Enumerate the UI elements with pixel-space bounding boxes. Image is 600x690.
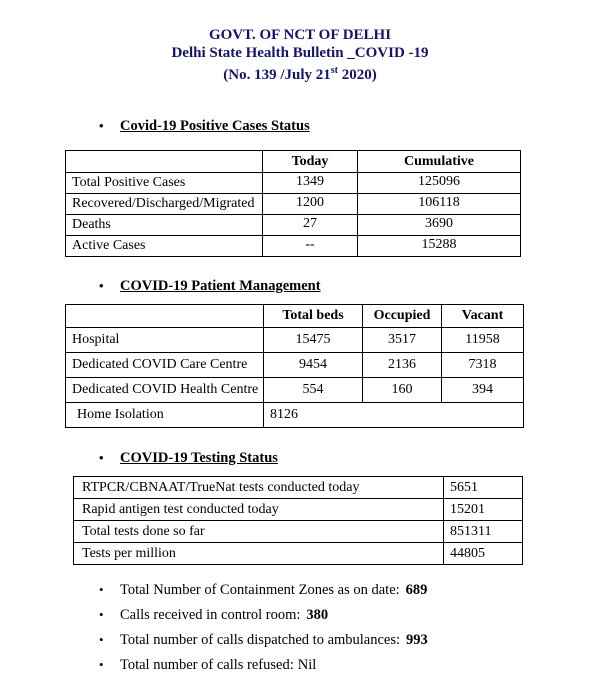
header-line-issue	[0, 62, 600, 84]
row-label: Tests per million	[74, 543, 444, 565]
home-isolation-value: 8126	[264, 403, 524, 428]
row-label: Rapid antigen test conducted today	[74, 499, 444, 521]
issue-ordinal-suffix: st	[330, 65, 338, 76]
total-beds-value: 9454	[264, 353, 363, 378]
note-value: 380	[306, 607, 329, 623]
row-label: Home Isolation	[66, 403, 264, 428]
note-calls-received	[99, 607, 600, 623]
table-row	[74, 543, 523, 565]
section-title: COVID-19 Patient Management	[120, 278, 321, 294]
issue-prefix: (No. 139 /July 21	[223, 67, 331, 83]
note-calls-refused	[99, 657, 600, 673]
note-text: Total number of calls refused:	[120, 657, 294, 673]
note-value: Nil	[297, 657, 317, 673]
document-header	[0, 26, 600, 84]
positive-cases-table	[65, 150, 521, 257]
row-label: RTPCR/CBNAAT/TrueNat tests conducted today	[74, 477, 444, 499]
section-heading-testing-status	[99, 448, 600, 468]
bullet-icon: •	[99, 657, 104, 672]
table-row	[66, 236, 521, 257]
row-value: 851311	[444, 521, 523, 543]
table-row	[66, 215, 521, 236]
cumulative-value: 106118	[358, 194, 521, 215]
row-label: Deaths	[66, 215, 263, 236]
home-isolation-row	[66, 403, 524, 428]
section-title: Covid-19 Positive Cases Status	[120, 118, 310, 134]
row-label: Active Cases	[66, 236, 263, 257]
row-value: 5651	[444, 477, 523, 499]
header-line-bulletin: Delhi State Health Bulletin _COVID -19	[171, 45, 429, 61]
bullet-icon: •	[99, 118, 104, 133]
table-row	[66, 378, 524, 403]
table-header-row	[66, 151, 521, 173]
note-value: 993	[406, 632, 428, 648]
table-row	[74, 477, 523, 499]
table-row	[66, 194, 521, 215]
cumulative-value: 3690	[358, 215, 521, 236]
header-cell-blank	[66, 305, 264, 328]
table-row	[66, 353, 524, 378]
header-line-govt: GOVT. OF NCT OF DELHI	[208, 27, 392, 43]
table-row	[74, 521, 523, 543]
bullet-icon: •	[99, 632, 104, 647]
header-cell-total-beds: Total beds	[264, 305, 363, 328]
cumulative-value: 15288	[358, 236, 521, 257]
section-heading-positive-cases	[99, 116, 600, 136]
testing-status-table	[73, 476, 523, 565]
row-label: Dedicated COVID Health Centre	[66, 378, 264, 403]
table-row	[66, 173, 521, 194]
row-label: Hospital	[66, 328, 264, 353]
vacant-value: 11958	[442, 328, 524, 353]
bullet-icon: •	[99, 450, 104, 465]
today-value: 1349	[263, 173, 358, 194]
header-cell-blank	[66, 151, 263, 173]
row-label: Total Positive Cases	[66, 173, 263, 194]
header-cell-occupied: Occupied	[363, 305, 442, 328]
note-text: Total Number of Containment Zones as on date:	[120, 582, 400, 598]
cumulative-value: 125096	[358, 173, 521, 194]
note-value: 689	[405, 582, 428, 598]
today-value: --	[263, 236, 358, 257]
note-containment-zones	[99, 582, 600, 598]
header-cell-today: Today	[263, 151, 358, 173]
row-label: Total tests done so far	[74, 521, 444, 543]
row-label: Recovered/Discharged/Migrated	[66, 194, 263, 215]
row-value: 15201	[444, 499, 523, 521]
row-value: 44805	[444, 543, 523, 565]
occupied-value: 2136	[363, 353, 442, 378]
today-value: 27	[263, 215, 358, 236]
summary-notes-list	[99, 582, 600, 673]
table-row	[66, 328, 524, 353]
note-calls-dispatched	[99, 632, 600, 648]
bullet-icon: •	[99, 278, 104, 293]
bullet-icon: •	[99, 582, 104, 597]
total-beds-value: 554	[264, 378, 363, 403]
occupied-value: 3517	[363, 328, 442, 353]
section-heading-patient-management	[99, 276, 600, 296]
header-cell-vacant: Vacant	[442, 305, 524, 328]
vacant-value: 7318	[442, 353, 524, 378]
patient-management-table	[65, 304, 524, 428]
table-row	[74, 499, 523, 521]
note-text: Calls received in control room:	[120, 607, 301, 623]
table-header-row	[66, 305, 524, 328]
header-cell-cumulative: Cumulative	[358, 151, 521, 173]
vacant-value: 394	[442, 378, 524, 403]
row-label: Dedicated COVID Care Centre	[66, 353, 264, 378]
issue-suffix: 2020)	[338, 67, 377, 83]
bullet-icon: •	[99, 607, 104, 622]
today-value: 1200	[263, 194, 358, 215]
total-beds-value: 15475	[264, 328, 363, 353]
section-title: COVID-19 Testing Status	[120, 450, 278, 466]
occupied-value: 160	[363, 378, 442, 403]
note-text: Total number of calls dispatched to ambulances:	[120, 632, 401, 648]
